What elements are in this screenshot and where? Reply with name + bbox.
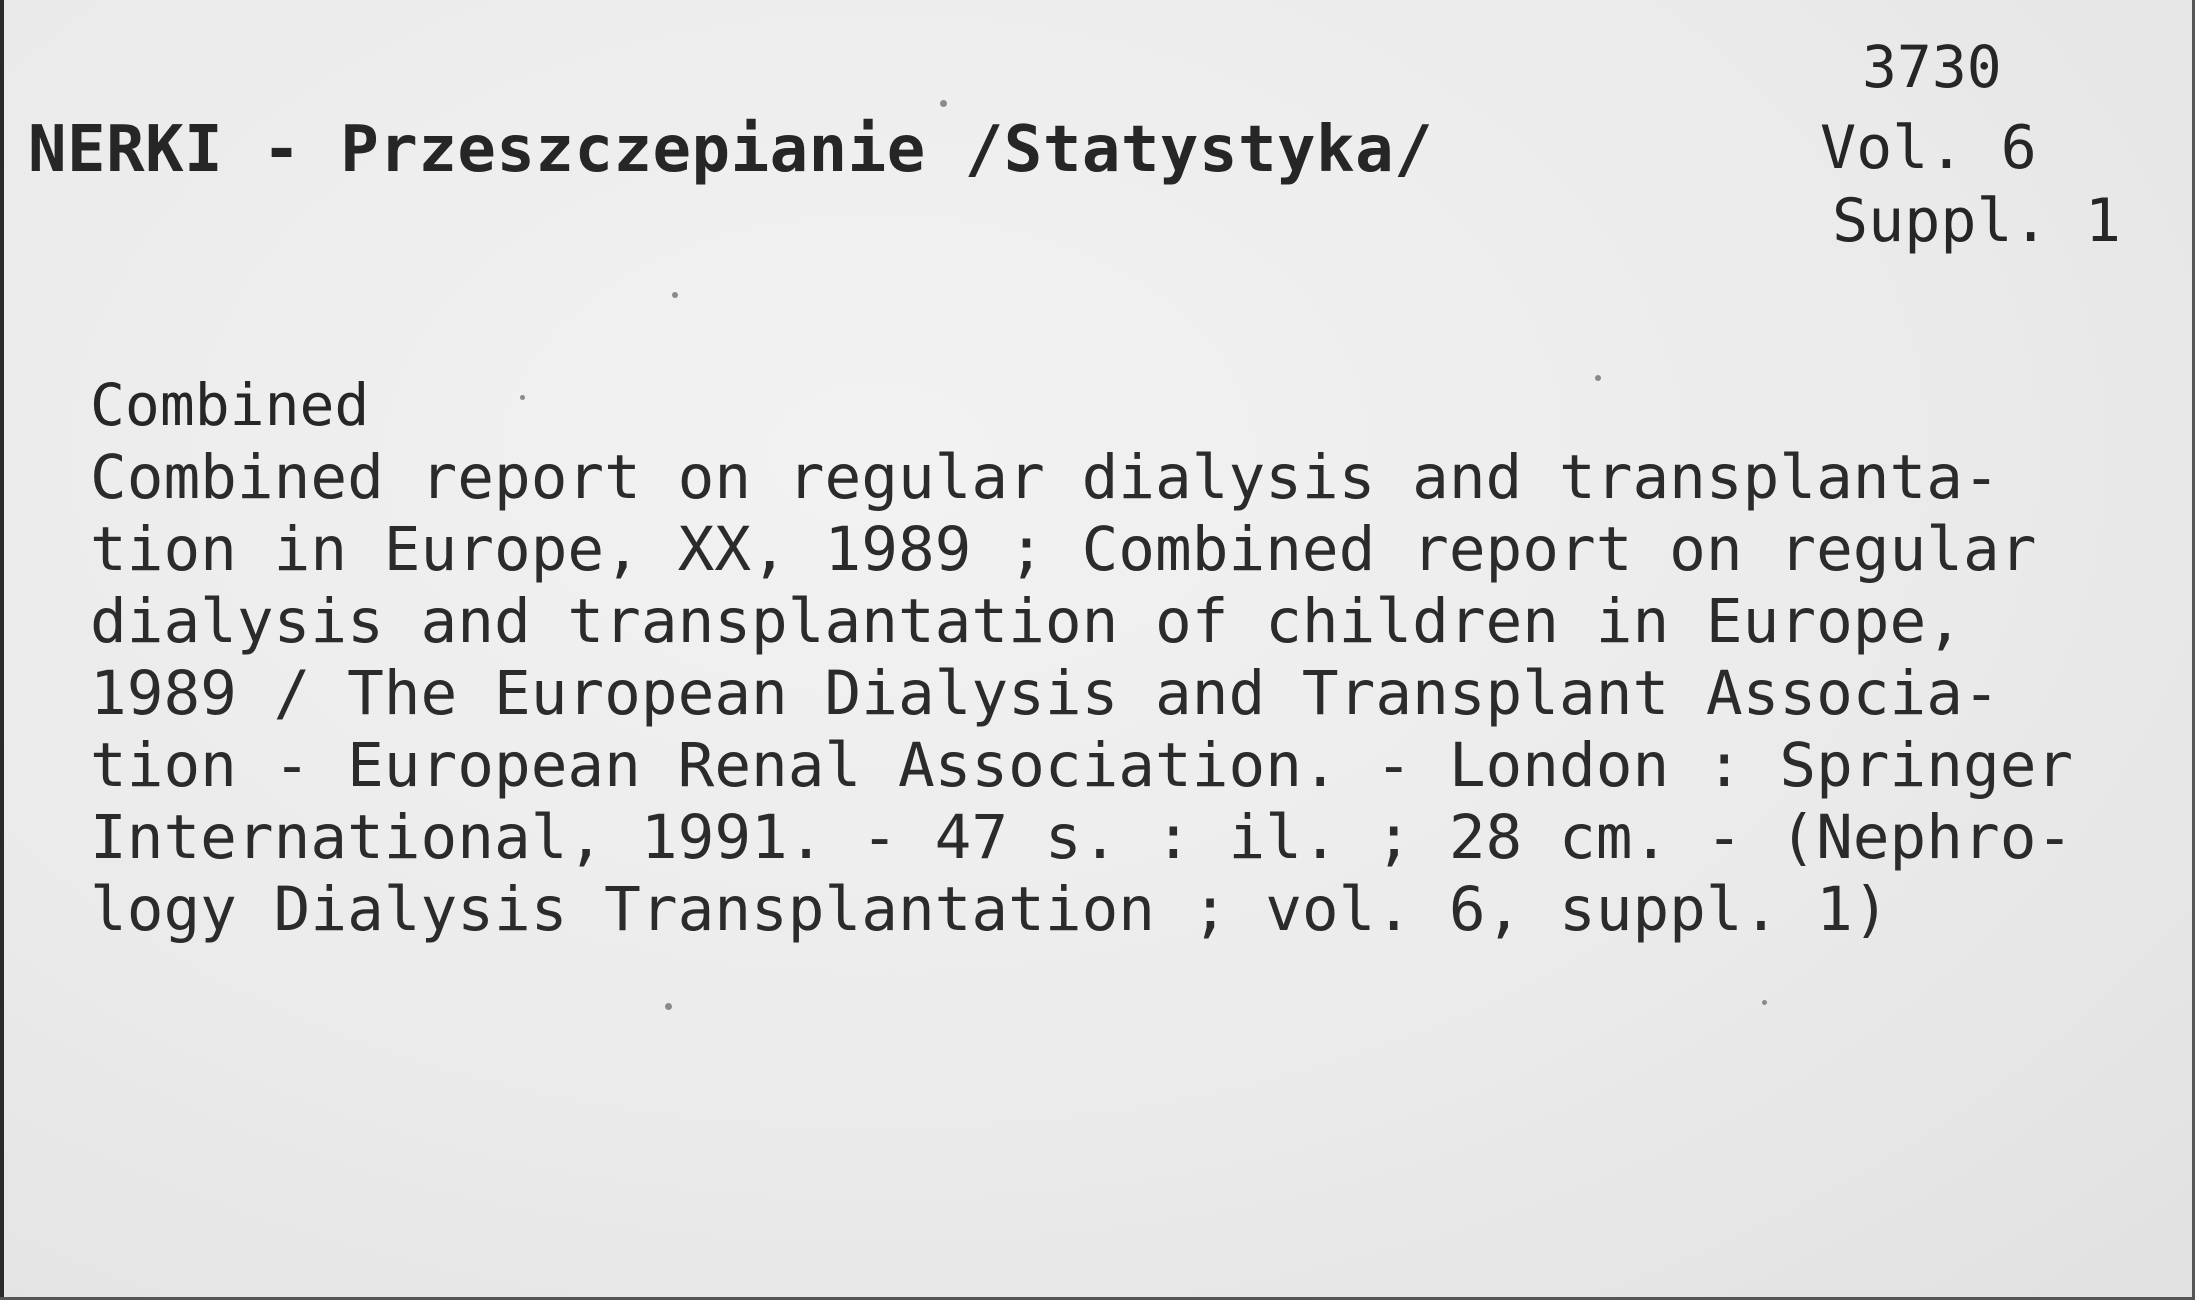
dust-speck bbox=[672, 292, 678, 298]
description-line: International, 1991. - 47 s. : il. ; 28 cm. - (Nephro- bbox=[90, 802, 2074, 873]
main-entry: Combined bbox=[90, 371, 370, 439]
dust-speck bbox=[665, 1003, 672, 1010]
dust-speck bbox=[940, 100, 947, 107]
card-left-edge bbox=[0, 0, 4, 1300]
description-line: dialysis and transplantation of children in Europe, bbox=[90, 586, 1963, 657]
description-line: 1989 / The European Dialysis and Transplant Associa- bbox=[90, 658, 2000, 729]
description-line: tion - European Renal Association. - London : Springer bbox=[90, 730, 2074, 801]
volume-label: Vol. 6 bbox=[1820, 113, 2037, 183]
description-line: logy Dialysis Transplantation ; vol. 6, suppl. 1) bbox=[90, 874, 1890, 945]
dust-speck bbox=[520, 395, 525, 400]
dust-speck bbox=[1595, 375, 1601, 381]
description-line: tion in Europe, XX, 1989 ; Combined report on regular bbox=[90, 514, 2037, 585]
description-line: Combined report on regular dialysis and transplanta- bbox=[90, 442, 2000, 513]
supplement-label: Suppl. 1 bbox=[1832, 186, 2121, 256]
dust-speck bbox=[1762, 1000, 1767, 1005]
subject-heading: NERKI - Przeszczepianie /Statystyka/ bbox=[28, 113, 1434, 187]
bibliographic-description bbox=[90, 442, 2073, 946]
call-number: 3730 bbox=[1862, 33, 2002, 101]
